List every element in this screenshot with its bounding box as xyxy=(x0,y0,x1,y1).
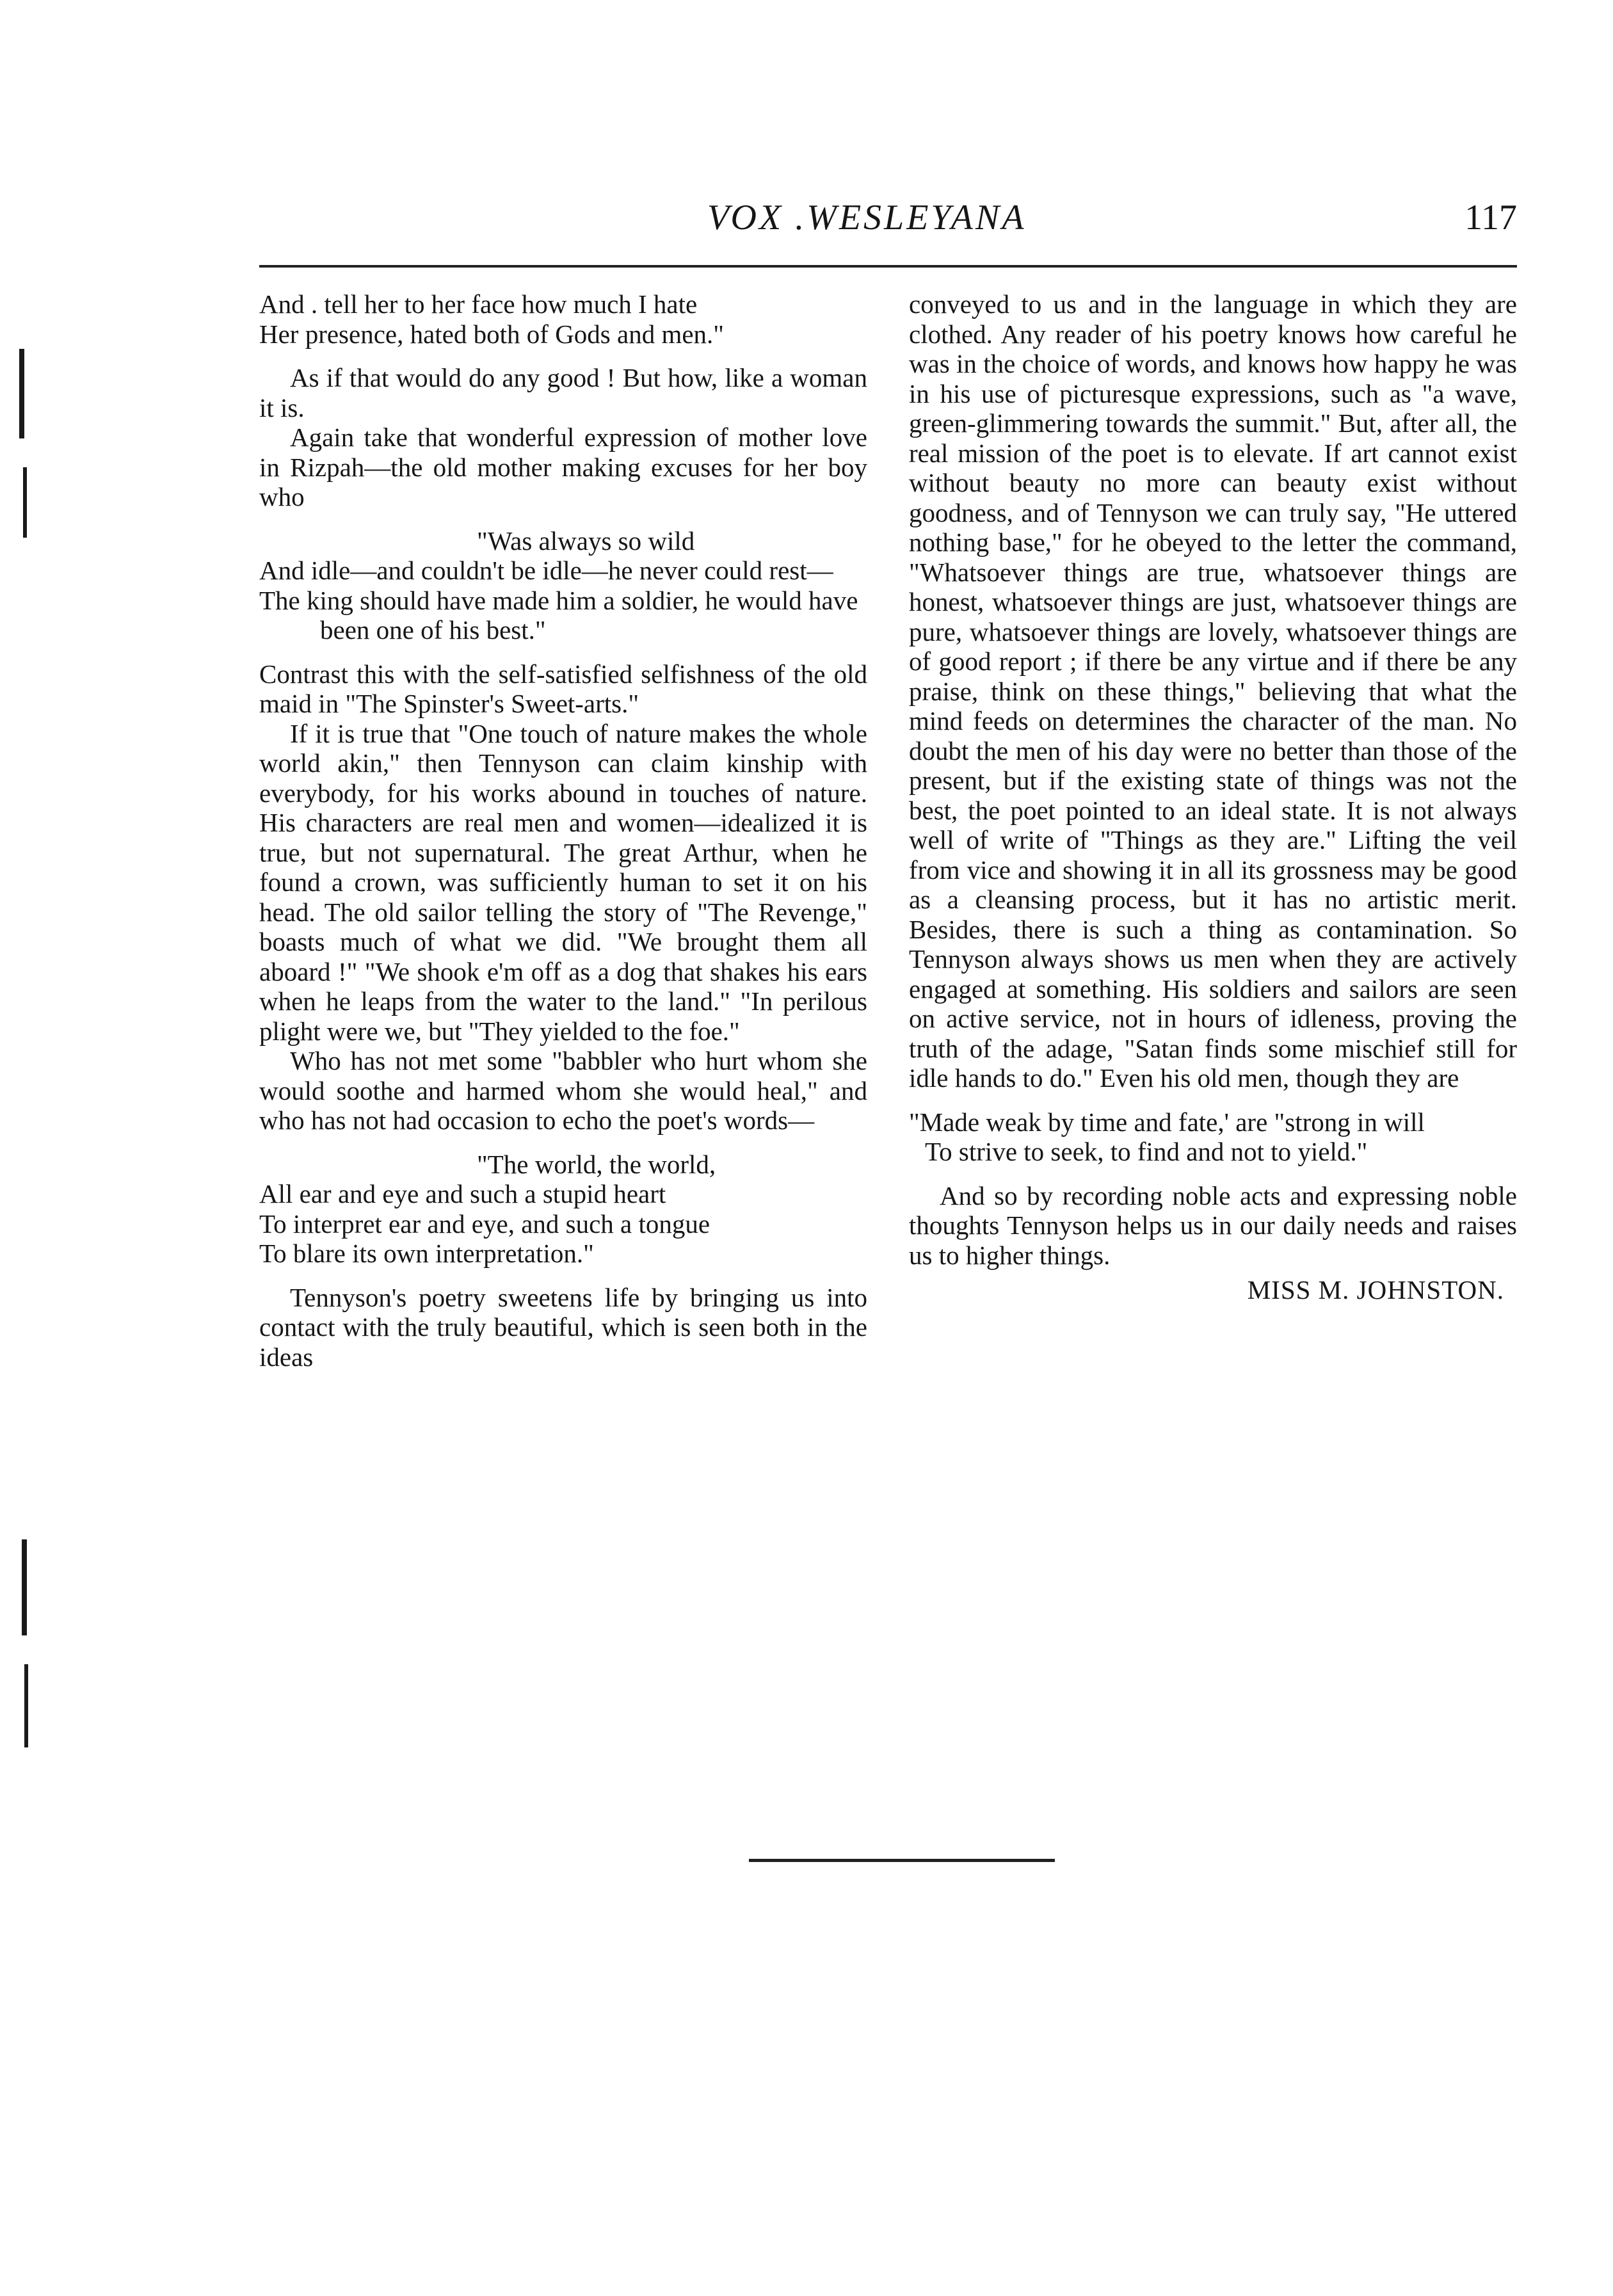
journal-title: VOX .WESLEYANA xyxy=(707,198,1027,237)
verse-line: All ear and eye and such a stupid heart xyxy=(259,1179,666,1208)
paragraph: Tennyson's poetry sweetens life by bringing us into contact with the truly beautiful, which is seen both in the ideas xyxy=(259,1282,867,1372)
verse-line: To strive to seek, to find and not to yield." xyxy=(925,1137,1368,1166)
verse-line: The king should have made him a soldier, he would have been one of his best." xyxy=(259,585,858,645)
paragraph: As if that would do any good ! But how, like a woman it is. xyxy=(259,363,867,422)
scan-mark xyxy=(19,349,24,438)
verse-line: And idle—and couldn't be idle—he never could rest— xyxy=(259,556,833,585)
verse-block xyxy=(259,1150,867,1269)
right-column xyxy=(909,289,1517,1305)
verse-line: "The world, the world, xyxy=(477,1149,716,1179)
paragraph: conveyed to us and in the language in which they are clothed. Any reader of his poetry knows how careful he was in the choice of words, and knows how happy he was in his use of picturesque expressions, such as "a wave, green-glimmering towards the summit." But, after all, the real mission of the poet is to elevate. If art cannot exist without beauty no more can beauty exist without goodness, and of Tennyson we can truly say, "He uttered nothing base," for he obeyed to the letter the command, "Whatsoever things are true, whatsoever things are honest, whatsoever things are just, whatsoever things are pure, whatsoever things are lovely, whatsoever things are of good report ; if there be any virtue and if there be any praise, think on these things," believing that what the mind feeds on determines the character of the man. No doubt the men of his day were no better than those of the present, but if the existing state of things was not the best, the poet pointed to an ideal state. It is not always well of write of "Things as they are." Lifting the veil from vice and showing it in all its grossness may be good as a cleansing process, but it has no artistic merit. Besides, there is such a thing as contamination. So Tennyson always shows us men when they are actively engaged at something. His soldiers and sailors are seen on active service, not in hours of idleness, proving the truth of the adage, "Satan finds some mischief still for idle hands to do." Even his old men, though they are xyxy=(909,289,1517,1093)
paragraph: Again take that wonderful expression of mother love in Rizpah—the old mother making excuses for her boy who xyxy=(259,422,867,511)
scan-mark xyxy=(22,1539,27,1635)
verse-line: To blare its own interpretation." xyxy=(259,1239,594,1268)
verse-block xyxy=(259,289,867,349)
paragraph: Who has not met some "babbler who hurt whom she would soothe and harmed whom she would heal," and who has not had occasion to echo the poet's words— xyxy=(259,1046,867,1135)
verse-block xyxy=(259,526,867,645)
verse-line: To interpret ear and eye, and such a tongue xyxy=(259,1208,710,1239)
verse-line: "Made weak by time and fate,' are "strong in will xyxy=(909,1107,1425,1137)
page-header xyxy=(259,192,1517,256)
end-rule xyxy=(749,1859,1055,1862)
verse-line: "Was always so wild xyxy=(477,526,695,556)
left-column xyxy=(259,289,867,1372)
verse-line: Her presence, hated both of Gods and men." xyxy=(259,319,725,349)
header-rule xyxy=(259,265,1517,268)
verse-line: And . tell her to her face how much I hate xyxy=(259,289,698,319)
author-signature: MISS M. JOHNSTON. xyxy=(1247,1275,1504,1305)
paragraph: And so by recording noble acts and expressing noble thoughts Tennyson helps us in our daily needs and raises us to higher things. xyxy=(909,1180,1517,1270)
paragraph: Contrast this with the self-satisfied selfishness of the old maid in "The Spinster's Sweet-arts." xyxy=(259,659,867,718)
verse-block xyxy=(909,1107,1517,1167)
paragraph: If it is true that "One touch of nature makes the whole world akin," then Tennyson can claim kinship with everybody, for his works abound in touches of nature. His characters are real men and women—idealized it is true, but not supernatural. The great Arthur, when he found a crown, was sufficiently human to set it on his head. The old sailor telling the story of "The Revenge," boasts much of what we did. "We brought them all aboard !" "We shook e'm off as a dog that shakes his ears when he leaps from the water to the land." "In perilous plight were we, but "They yielded to the foe." xyxy=(259,718,867,1046)
scan-mark xyxy=(24,1664,28,1747)
scan-mark xyxy=(23,467,27,538)
page-number: 117 xyxy=(1465,198,1517,237)
